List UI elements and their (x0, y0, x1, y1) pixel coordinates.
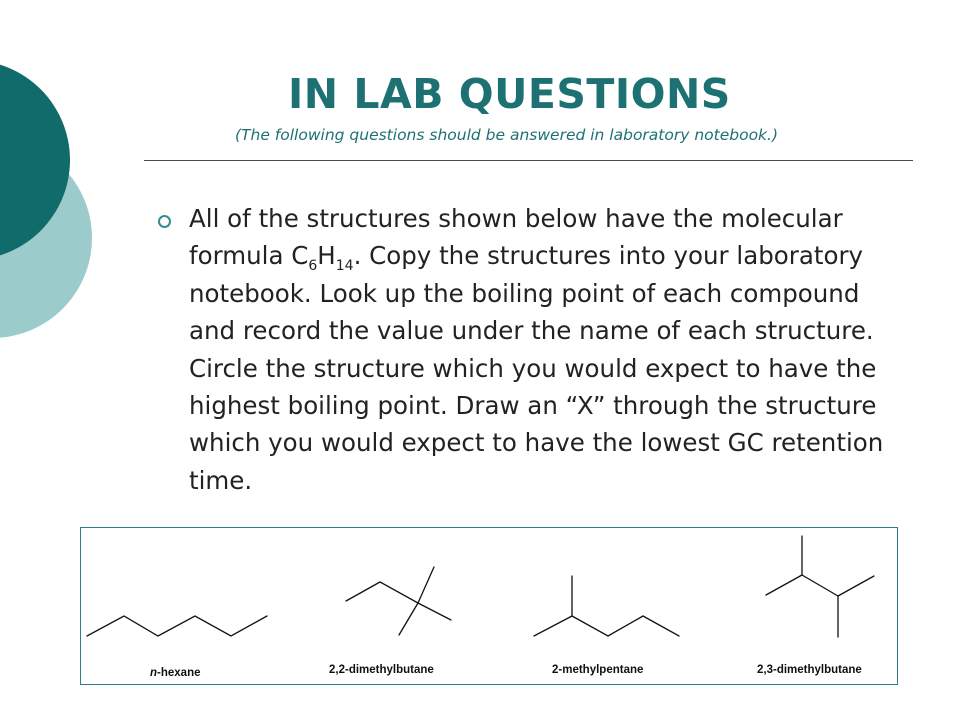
structures-figure (80, 527, 898, 685)
hollow-circle-bullet-icon (158, 215, 171, 228)
title-divider (144, 160, 913, 161)
slide-subtitle: (The following questions should be answered in laboratory notebook.) (235, 126, 779, 144)
question-text-part2: H (317, 241, 336, 271)
question-text (189, 200, 904, 499)
n-hexane-structure (87, 616, 267, 636)
n-hexane-name: -hexane (157, 667, 201, 679)
molecule-label-2-3-dimethylbutane: 2,3-dimethylbutane (757, 664, 862, 676)
molecule-label-2-2-dimethylbutane: 2,2-dimethylbutane (329, 664, 434, 676)
molecule-label-n-hexane (150, 667, 201, 679)
decorative-circles (0, 0, 110, 400)
2-2-dimethylbutane-structure (346, 567, 451, 635)
skeletal-structures (81, 528, 899, 686)
molecule-label-2-methylpentane: 2-methylpentane (552, 664, 644, 676)
n-prefix: n (150, 667, 158, 679)
question-text-part1: All of the structures shown below have the molecular formula C (189, 204, 843, 271)
2-3-dimethylbutane-structure (766, 536, 874, 637)
2-methylpentane-structure (534, 576, 679, 636)
slide-title: IN LAB QUESTIONS (288, 70, 731, 118)
subscript-carbon-count: 6 (308, 258, 318, 275)
subscript-hydrogen-count: 14 (335, 258, 354, 275)
question-text-part3: . Copy the structures into your laboratory notebook. Look up the boiling point of each compound and record the value under the name of each structure. Circle the structure which you would expect to have the highest boiling point. Draw an “X” through the structure which you would expect to have the lowest GC retention time. (189, 241, 884, 495)
